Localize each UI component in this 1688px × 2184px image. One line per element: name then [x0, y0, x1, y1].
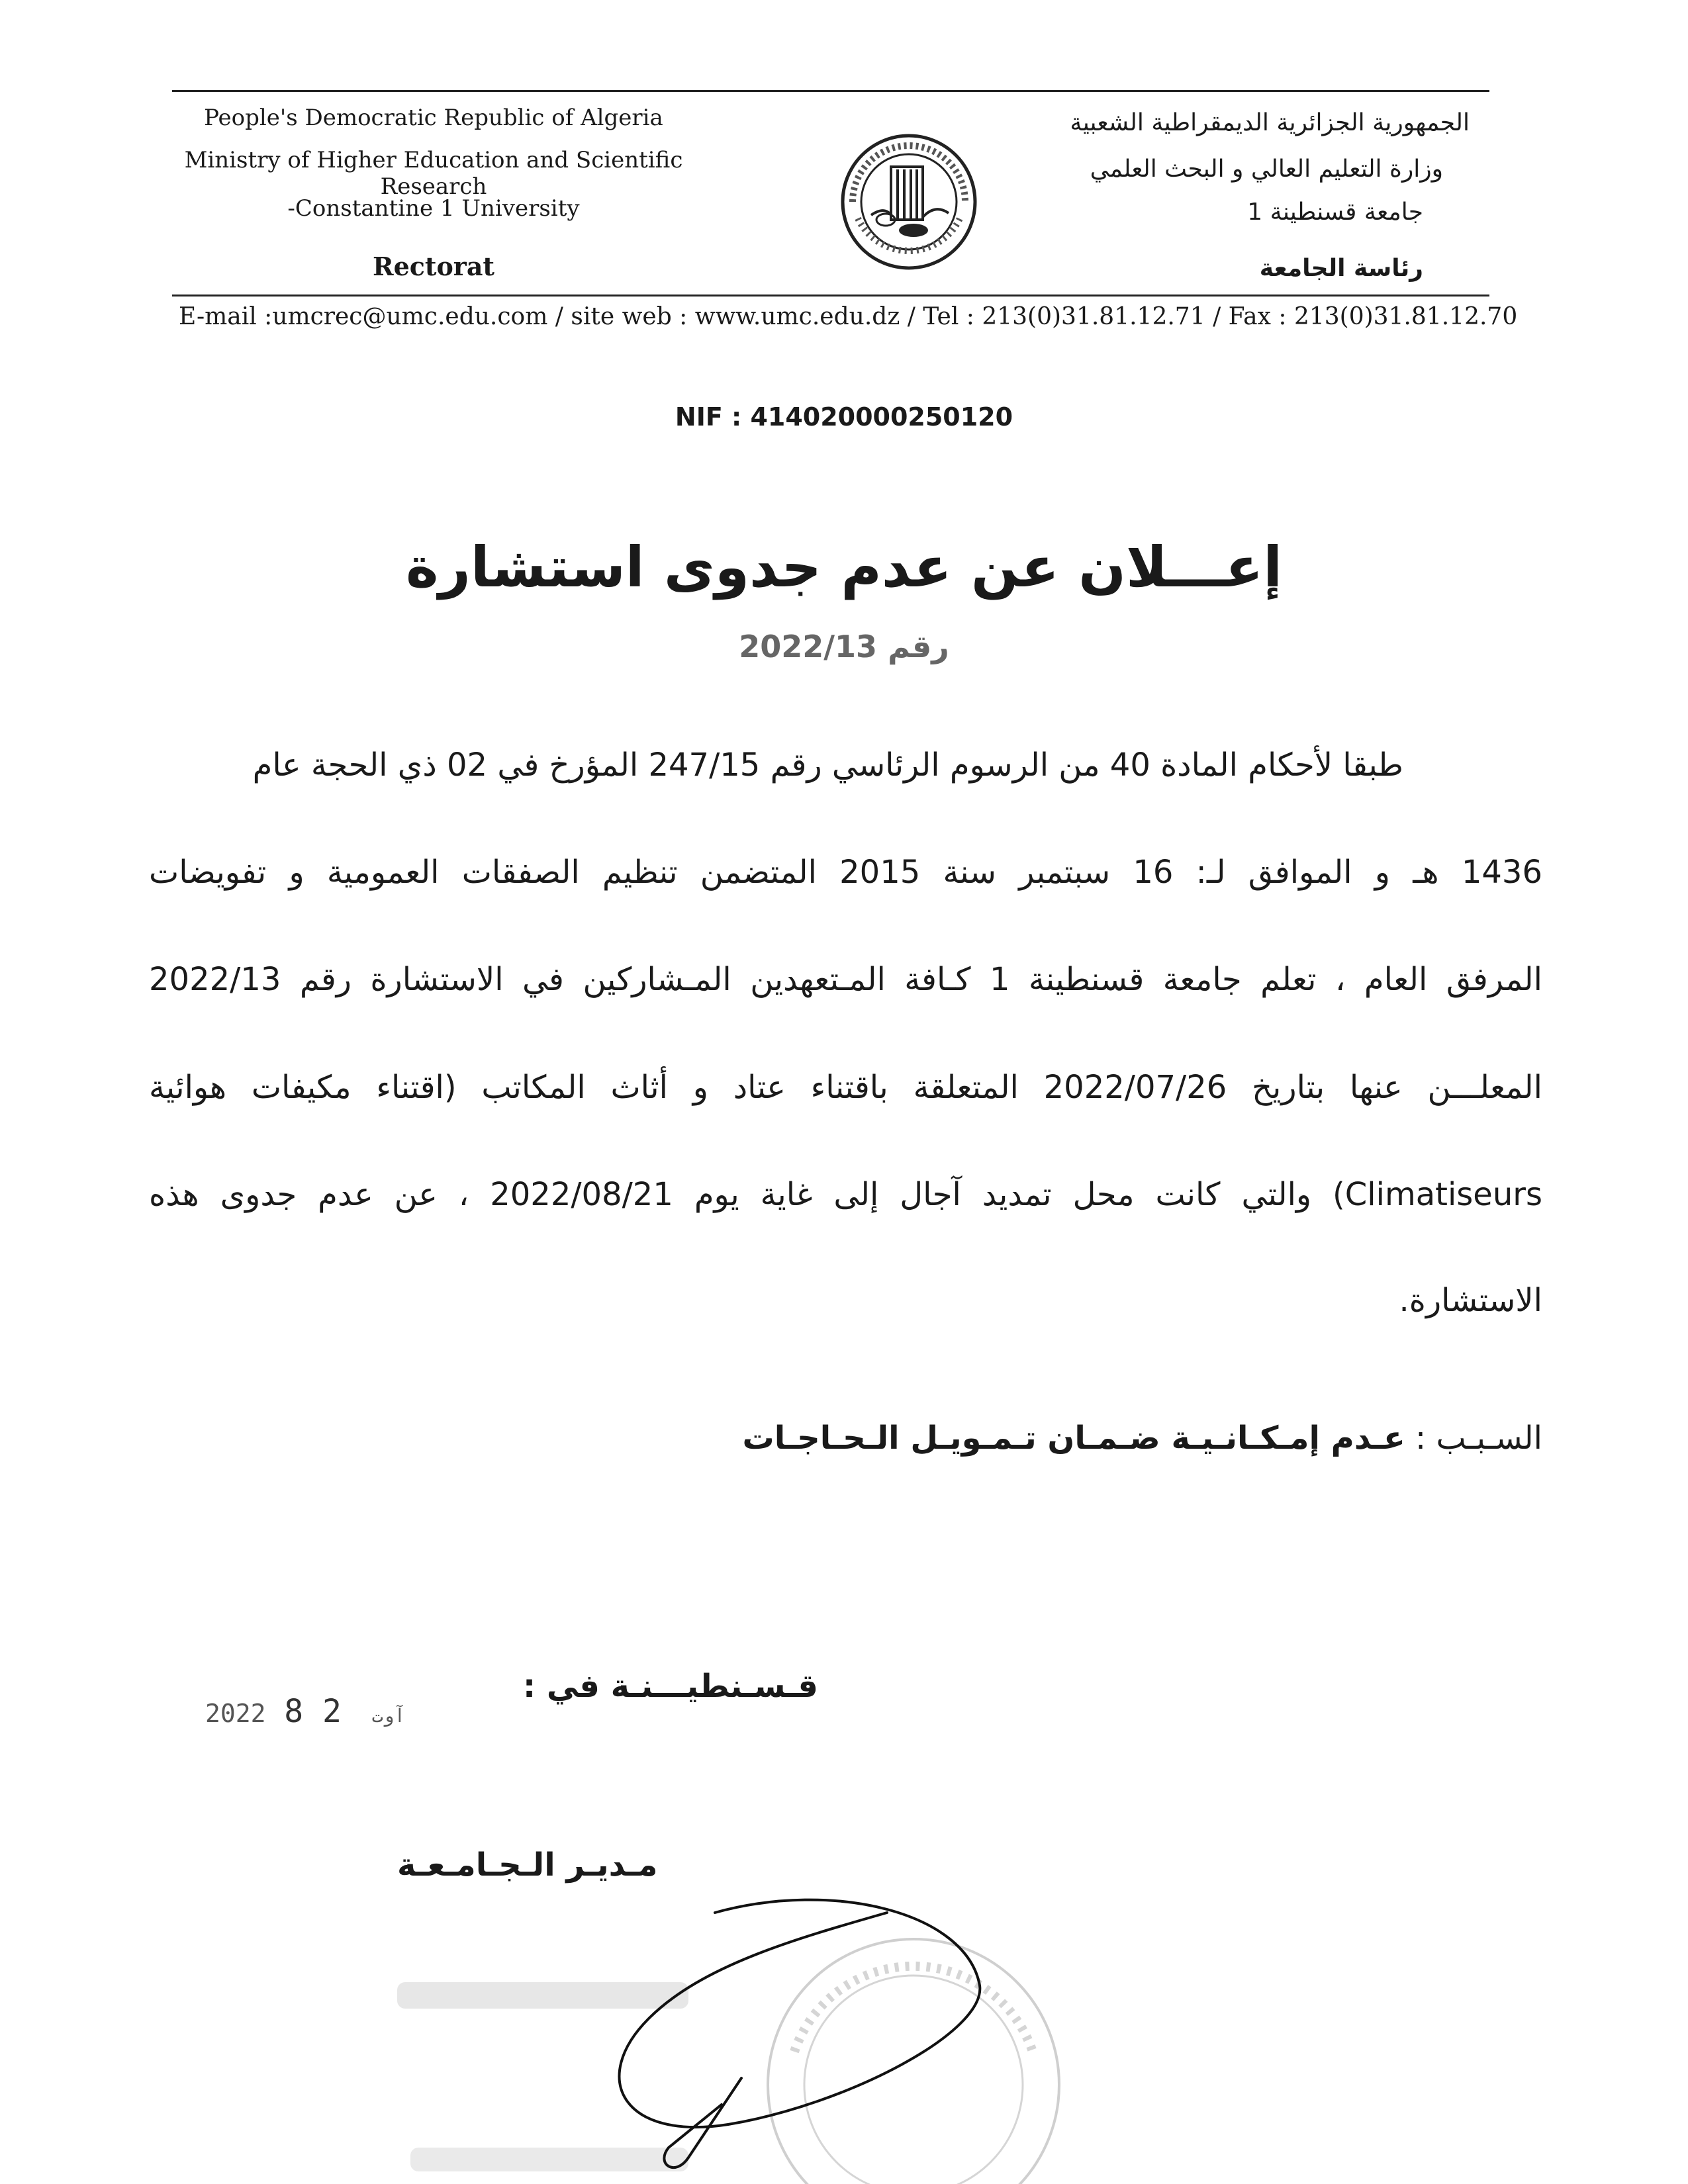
header-country-ar: الجمهورية الجزائرية الديمقراطية الشعبية	[1070, 109, 1470, 136]
header-country-en: People's Democratic Republic of Algeria	[204, 105, 663, 131]
header-university-ar: جامعة قسنطينة 1	[1247, 199, 1423, 226]
nif-number: NIF : 414020000250120	[675, 402, 1013, 432]
reason-value: عـدم إمـكـانـيـة ضـمـان تـمـويـل الـحـاجـات	[742, 1420, 1405, 1457]
header-university-en: -Constantine 1 University	[287, 195, 580, 222]
header-ministry-en: Ministry of Higher Education and Scientific Research	[184, 147, 683, 200]
date-month: آوت	[371, 1705, 406, 1727]
header-ministry-ar: وزارة التعليم العالي و البحث العلمي	[1090, 156, 1443, 183]
date-day: 2 8	[284, 1693, 342, 1730]
body-line-3: المرفق العام ، تعلم جامعة قسنطينة 1 كـافة المـتعهدين المـشاركين في الاستشارة رقم 2022/13	[149, 961, 1543, 998]
header-rectorat-ar: رئاسة الجامعة	[1259, 255, 1423, 282]
official-stamp	[397, 1939, 1059, 2184]
body-line-6: الاستشارة.	[1399, 1282, 1542, 1319]
body-line-5: Climatiseurs) والتي كانت محل تمديد آجال إلى غاية يوم 2022/08/21 ، عن عدم جدوى هذه	[149, 1176, 1542, 1213]
place-label: قـسـنطيـــنـة في :	[523, 1668, 818, 1705]
document-title: إعـــلان عن عدم جدوى استشارة	[405, 535, 1283, 600]
header-top-rule	[172, 90, 1489, 92]
signature-and-stamp	[371, 1886, 1165, 2184]
body-line-4: المعلـــن عنها بتاريخ 2022/07/26 المتعلقة باقتناء عتاد و أثاث المكاتب (اقتناء مكيفات هوائية	[149, 1069, 1543, 1106]
signatory-title: مـديـر الـجـامـعـة	[397, 1846, 658, 1884]
body-line-2: 1436 هـ و الموافق لـ: 16 سبتمبر سنة 2015 المتضمن تنظيم الصفقات العمومية و تفويضات	[149, 854, 1542, 891]
reference-number: رقم 2022/13	[739, 629, 949, 664]
reason-label: السـبـب :	[1405, 1420, 1542, 1457]
university-seal-logo	[839, 132, 978, 271]
reason-line	[742, 1420, 1542, 1457]
body-line-1: طبقا لأحكام المادة 40 من الرسوم الرئاسي رقم 247/15 المؤرخ في 02 ذي الحجة عام	[252, 747, 1403, 784]
contact-line: E-mail :umcrec@umc.edu.com / site web : www.umc.edu.dz / Tel : 213(0)31.81.12.71 / Fax : 213(0)31.81.12.70	[179, 303, 1518, 330]
date-stamp	[205, 1693, 417, 1730]
date-year: 2022	[205, 1699, 266, 1728]
header-bottom-rule	[172, 295, 1489, 296]
header-rectorat-en: Rectorat	[373, 251, 494, 281]
